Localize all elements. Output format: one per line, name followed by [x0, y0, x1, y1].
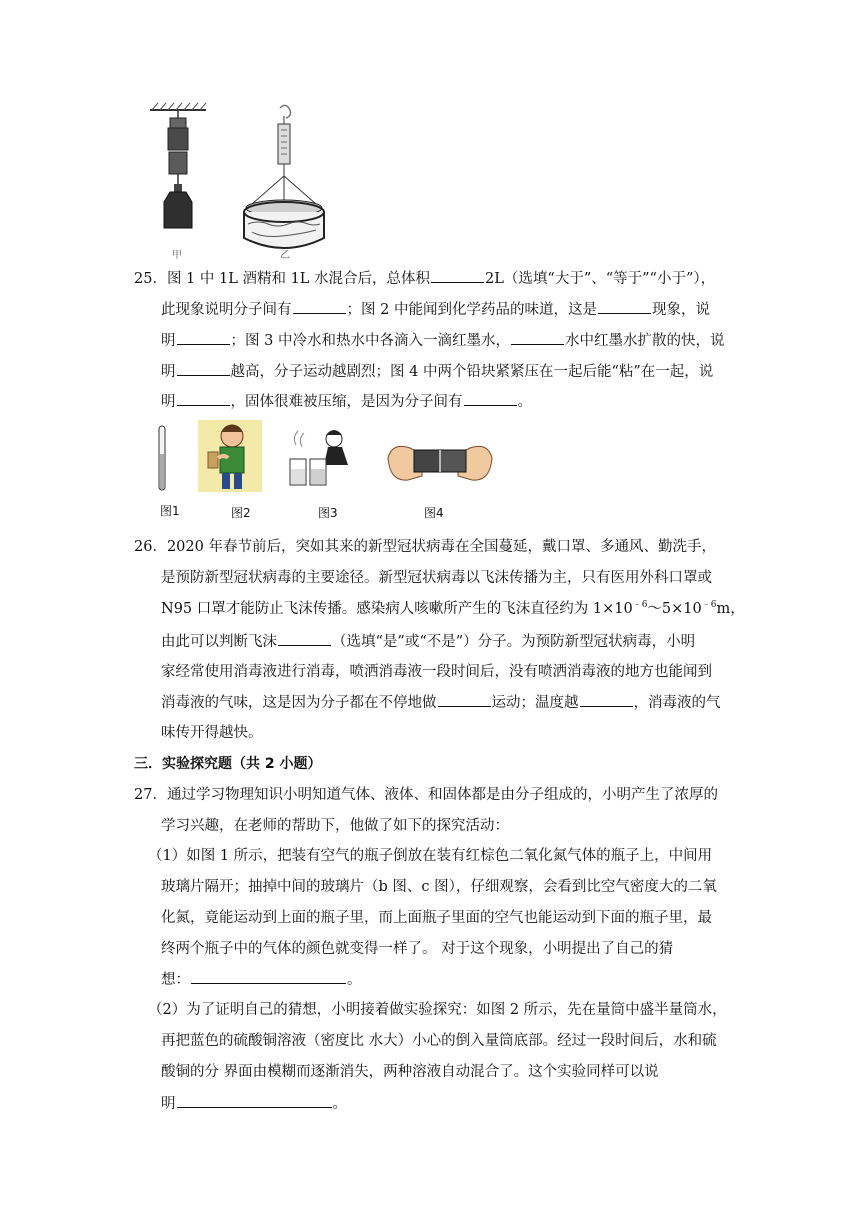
- figure-jia-yi: [148, 100, 348, 265]
- q25-line-4: 明 越高，分子运动越剧烈；图 4 中两个铅块紧紧压在一起后能“粘”在一起，说: [161, 361, 713, 382]
- answer-blank[interactable]: [177, 1093, 332, 1108]
- q27-part1-line-4: 终两个瓶子中的气体的颜色就变得一样了。 对于这个现象，小明提出了自己的猜: [161, 941, 674, 957]
- answer-blank[interactable]: [191, 969, 346, 984]
- q26-line-5: 家经常使用消毒液进行消毒，喷洒消毒液一段时间后，没有喷洒消毒液的地方也能闻到: [161, 664, 712, 680]
- answer-blank[interactable]: [431, 268, 484, 283]
- q25-line-5: 明 ，固体很难被压缩，是因为分子间有 。: [161, 391, 532, 412]
- label-yi: 乙: [280, 250, 290, 261]
- caption-fig1: 图1: [160, 504, 180, 518]
- q27-part1-line-2: 玻璃片隔开；抽掉中间的玻璃片（b 图、c 图），仔细观察，会看到比空气密度大的二氧: [161, 879, 717, 895]
- q27-part2-line-3: 酸铜的分 界面由模糊而逐渐消失，两种溶液自动混合了。这个实验同样可以说: [161, 1064, 659, 1080]
- q26-line-3: N95 口罩才能防止飞沫传播。感染病人咳嗽所产生的飞沫直径约为 $1\times 10^{﹣6}\sim 5\times 10^{﹣6}m$，: [161, 600, 745, 617]
- figure-4-lead-blocks: [384, 432, 496, 492]
- caption-fig4: 图4: [424, 506, 444, 520]
- answer-blank[interactable]: [293, 299, 346, 314]
- q26-line-2: 是预防新型冠状病毒的主要途径。新型冠状病毒以飞沫传播为主，只有医用外科口罩或: [161, 570, 712, 586]
- label-jia: 甲: [172, 250, 182, 261]
- q25-line-3: 明 ；图 3 中冷水和热水中各滴入一滴红墨水， 水中红墨水扩散的快，说: [161, 330, 724, 351]
- q26-line-4: 由此可以判断飞沫 （选填“是”或“不是”）分子。为预防新型冠状病毒，小明: [161, 631, 695, 652]
- figure-3-beakers: [284, 425, 354, 491]
- caption-fig2: 图2: [231, 506, 251, 520]
- q25-line-1: 25．图 1 中 1L 酒精和 1L 水混合后，总体积 2L（选填“大于”、“等于”“小于”），: [134, 268, 715, 289]
- answer-blank[interactable]: [511, 330, 564, 345]
- q26-line-7: 味传开得越快。: [161, 725, 263, 741]
- q27-part2-line-2: 再把蓝色的硫酸铜溶液（密度比 水大）小心的倒入量筒底部。经过一段时间后，水和硫: [161, 1033, 717, 1049]
- q27-line-2: 学习兴趣，在老师的帮助下，他做了如下的探究活动：: [161, 818, 509, 834]
- q26-line-6: 消毒液的气味，这是因为分子都在不停地做 运动；温度越 ，消毒液的气: [161, 692, 721, 713]
- lead-blocks-hanging: [164, 110, 192, 228]
- q27-part2-line-1: （2）为了证明自己的猜想，小明接着做实验探究：如图 2 所示，先在量筒中盛半量筒水，: [148, 1002, 727, 1018]
- q27-line-1: 27．通过学习物理知识小明知道气体、液体、和固体都是由分子组成的，小明产生了浓厚的: [134, 787, 718, 803]
- answer-blank[interactable]: [580, 692, 633, 707]
- q25-line-2: 此现象说明分子间有 ；图 2 中能闻到化学药品的味道，这是 现象，说: [161, 299, 710, 320]
- ceiling-hatch: [150, 103, 206, 110]
- answer-blank[interactable]: [278, 631, 331, 646]
- answer-blank[interactable]: [177, 361, 230, 376]
- q27-part2-line-4: 明 。: [161, 1093, 347, 1114]
- answer-blank[interactable]: [598, 299, 651, 314]
- caption-fig3: 图3: [318, 506, 338, 520]
- q27-part1-line-1: （1）如图 1 所示，把装有空气的瓶子倒放在装有红棕色二氧化氮气体的瓶子上，中间用: [148, 848, 713, 864]
- spring-scale-glass-plate: [244, 105, 324, 248]
- figure-2-smelling: [198, 420, 262, 492]
- q27-part1-line-3: 化氮，竟能运动到上面的瓶子里，而上面瓶子里面的空气也能运动到下面的瓶子里，最: [161, 910, 712, 926]
- figure-1-tube: [155, 424, 169, 494]
- answer-blank[interactable]: [177, 391, 230, 406]
- answer-blank[interactable]: [464, 391, 517, 406]
- answer-blank[interactable]: [438, 692, 491, 707]
- section-heading: 三．实验探究题（共 2 小题）: [134, 756, 322, 772]
- q27-part1-line-5: 想： 。: [161, 969, 362, 990]
- answer-blank[interactable]: [177, 330, 230, 345]
- q26-line-1: 26．2020 年春节前后，突如其来的新型冠状病毒在全国蔓延，戴口罩、多通风、勤洗手，: [134, 539, 716, 555]
